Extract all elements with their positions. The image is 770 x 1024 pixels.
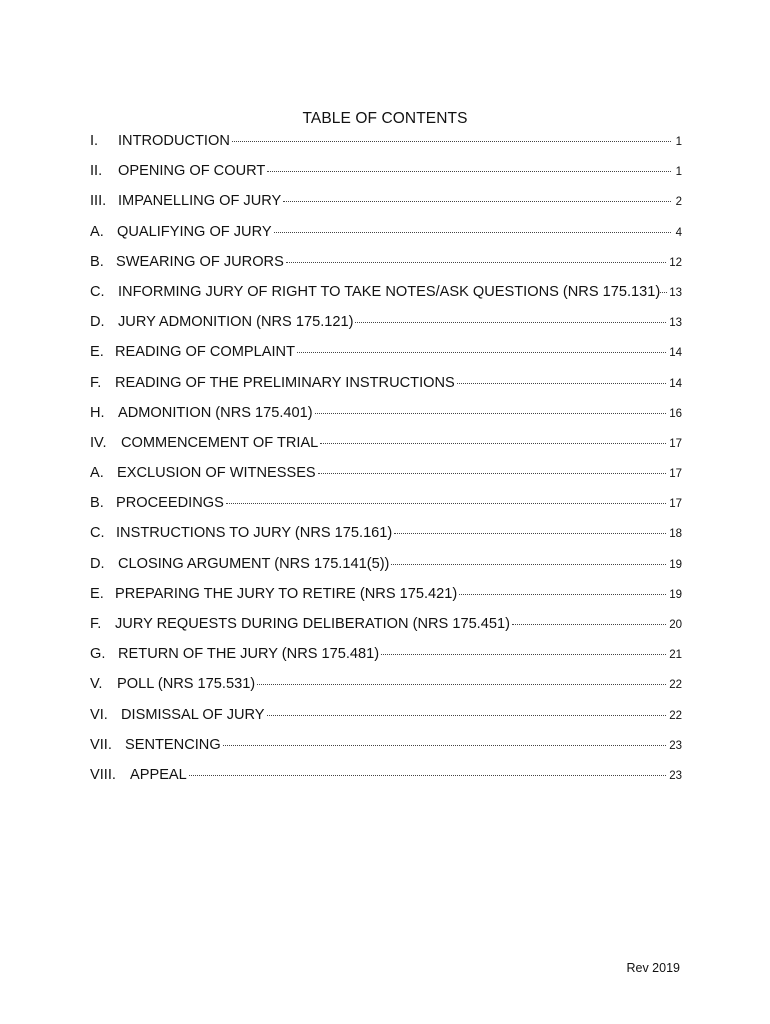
toc-entry[interactable]	[90, 495, 682, 525]
toc-entry-text: INFORMING JURY OF RIGHT TO TAKE NOTES/ASK QUESTIONS (NRS 175.131)	[118, 283, 661, 300]
toc-entry-number: H.	[90, 404, 105, 421]
toc-entry-label	[90, 616, 510, 632]
toc-entry-label	[90, 707, 265, 723]
toc-entry-page: 4	[675, 226, 682, 239]
toc-entry-text: JURY ADMONITION (NRS 175.121)	[118, 314, 354, 331]
toc-entry-number: C.	[90, 525, 105, 542]
toc-entry[interactable]	[90, 616, 682, 646]
toc-entry-label	[90, 133, 230, 149]
toc-entry-label	[90, 193, 281, 209]
toc-dot-leader	[257, 684, 666, 685]
toc-dot-leader	[391, 564, 666, 565]
toc-dot-leader	[459, 594, 666, 595]
toc-entry-number: VII.	[90, 736, 112, 753]
toc-entry-page: 18	[669, 528, 682, 541]
toc-entry-text: APPEAL	[130, 766, 187, 783]
toc-dot-leader	[512, 624, 666, 625]
toc-entry-number: A.	[90, 223, 104, 240]
toc-entry-text: PROCEEDINGS	[116, 495, 224, 512]
toc-entry-number: F.	[90, 616, 102, 632]
toc-dot-leader	[318, 473, 667, 474]
toc-entry-page: 13	[669, 317, 682, 330]
toc-entry[interactable]	[90, 163, 682, 193]
toc-dot-leader	[355, 322, 666, 323]
toc-entry-text: EXCLUSION OF WITNESSES	[117, 465, 316, 482]
toc-entry-text: IMPANELLING OF JURY	[118, 193, 282, 210]
toc-title: TABLE OF CONTENTS	[302, 110, 468, 127]
toc-entry-number: V.	[90, 676, 103, 693]
toc-entry-number: VIII.	[90, 766, 116, 783]
toc-entry-number: E.	[90, 585, 104, 602]
toc-dot-leader	[232, 141, 671, 142]
toc-entry-label	[90, 284, 660, 300]
toc-entry[interactable]	[90, 375, 682, 405]
toc-entry-page: 21	[669, 649, 682, 662]
toc-entry[interactable]	[90, 344, 682, 374]
toc-dot-leader	[660, 292, 667, 293]
toc-entry-label	[90, 767, 187, 783]
toc-entry-text: INSTRUCTIONS TO JURY (NRS 175.161)	[116, 525, 393, 542]
revision-footer: Rev 2019	[626, 961, 680, 975]
toc-dot-leader	[297, 352, 666, 353]
toc-entry-text: JURY REQUESTS DURING DELIBERATION (NRS 175.451)	[115, 616, 510, 632]
toc-entry-number: II.	[90, 163, 103, 180]
toc-entry-text: SENTENCING	[125, 736, 221, 753]
toc-dot-leader	[286, 262, 666, 263]
toc-entry-text: READING OF COMPLAINT	[115, 344, 296, 361]
toc-entry-label	[90, 224, 272, 240]
toc-entry-number: D.	[90, 555, 105, 572]
toc-entry-page: 23	[669, 739, 682, 752]
toc-entry[interactable]	[90, 435, 682, 465]
toc-entry-text: PREPARING THE JURY TO RETIRE (NRS 175.421)	[115, 585, 458, 602]
toc-entry-label	[90, 525, 392, 541]
toc-entry-page: 22	[669, 709, 682, 722]
toc-entry-number: D.	[90, 314, 105, 331]
toc-entry[interactable]	[90, 586, 682, 616]
toc-entry[interactable]	[90, 465, 682, 495]
toc-entry-page: 20	[669, 619, 682, 631]
toc-entry-page: 19	[669, 558, 682, 571]
toc-dot-leader	[267, 171, 671, 172]
toc-entry-label	[90, 676, 255, 692]
toc-entry-number: VI.	[90, 706, 108, 723]
toc-entry[interactable]	[90, 314, 682, 344]
toc-dot-leader	[315, 413, 667, 414]
toc-entry-page: 23	[669, 769, 682, 782]
toc-entry-label	[90, 375, 455, 391]
toc-entry[interactable]	[90, 525, 682, 555]
toc-dot-leader	[394, 533, 666, 534]
toc-entry-label	[90, 254, 284, 270]
toc-entry-number: B.	[90, 495, 104, 512]
toc-entry-page: 14	[669, 377, 682, 390]
toc-entry-number: I.	[90, 133, 99, 149]
toc-entry-page: 17	[669, 498, 682, 511]
toc-dot-leader	[267, 715, 667, 716]
toc-entry[interactable]	[90, 707, 682, 737]
toc-entry-text: SWEARING OF JURORS	[116, 253, 284, 270]
toc-entry[interactable]	[90, 193, 682, 223]
toc-entry-page: 14	[669, 347, 682, 360]
toc-dot-leader	[320, 443, 666, 444]
toc-entry[interactable]	[90, 556, 682, 586]
toc-entry-page: 17	[669, 468, 682, 481]
toc-entry-label	[90, 344, 295, 360]
toc-entry-page: 19	[669, 588, 682, 601]
toc-entry[interactable]	[90, 676, 682, 706]
toc-entry-text: DISMISSAL OF JURY	[121, 706, 265, 723]
toc-dot-leader	[283, 201, 671, 202]
toc-entry-label	[90, 465, 316, 481]
toc-entry-number: A.	[90, 465, 104, 482]
toc-entry[interactable]	[90, 284, 682, 314]
toc-entry-page: 22	[669, 679, 682, 692]
toc-entry-text: RETURN OF THE JURY (NRS 175.481)	[118, 646, 380, 663]
toc-entry-number: B.	[90, 253, 104, 270]
toc-entry[interactable]	[90, 254, 682, 284]
toc-entry[interactable]	[90, 224, 682, 254]
toc-entry-number: F.	[90, 374, 102, 391]
toc-entry-label	[90, 556, 389, 572]
toc-entry-page: 1	[675, 136, 682, 148]
toc-entry[interactable]	[90, 737, 682, 767]
toc-entry-text: COMMENCEMENT OF TRIAL	[121, 434, 319, 451]
toc-entry-page: 2	[675, 196, 682, 209]
toc-entry-number: III.	[90, 193, 107, 210]
toc-entry-page: 16	[669, 407, 682, 420]
toc-entry-label	[90, 163, 265, 179]
toc-entry-text: CLOSING ARGUMENT (NRS 175.141(5))	[118, 555, 390, 572]
toc-dot-leader	[274, 232, 671, 233]
toc-entry-page: 13	[669, 286, 682, 299]
toc-entry-number: C.	[90, 283, 105, 300]
toc-entry-text: READING OF THE PRELIMINARY INSTRUCTIONS	[115, 374, 455, 391]
toc-entry[interactable]	[90, 133, 682, 163]
toc-entry-number: G.	[90, 646, 106, 663]
toc-entry-label	[90, 586, 457, 602]
toc-entry-number: IV.	[90, 434, 107, 451]
toc-entry[interactable]	[90, 646, 682, 676]
toc-entry-text: OPENING OF COURT	[118, 163, 266, 180]
toc-entry[interactable]	[90, 405, 682, 435]
toc-dot-leader	[223, 745, 667, 746]
toc-entry-label	[90, 495, 224, 511]
toc-entry-text: QUALIFYING OF JURY	[117, 223, 272, 240]
toc-dot-leader	[189, 775, 666, 776]
toc-entry-label	[90, 314, 353, 330]
toc-entry-text: INTRODUCTION	[118, 133, 230, 149]
toc-list	[90, 133, 682, 797]
toc-entry[interactable]	[90, 767, 682, 797]
toc-entry-number: E.	[90, 344, 104, 361]
toc-entry-label	[90, 405, 313, 421]
toc-entry-page: 17	[669, 437, 682, 450]
toc-entry-label	[90, 737, 221, 753]
toc-entry-page: 1	[675, 166, 682, 179]
toc-entry-label	[90, 646, 379, 662]
toc-entry-label	[90, 435, 318, 451]
toc-dot-leader	[381, 654, 666, 655]
toc-dot-leader	[226, 503, 666, 504]
toc-dot-leader	[457, 383, 666, 384]
toc-entry-page: 12	[669, 256, 682, 269]
toc-entry-text: ADMONITION (NRS 175.401)	[118, 404, 313, 421]
toc-entry-text: POLL (NRS 175.531)	[117, 676, 256, 693]
